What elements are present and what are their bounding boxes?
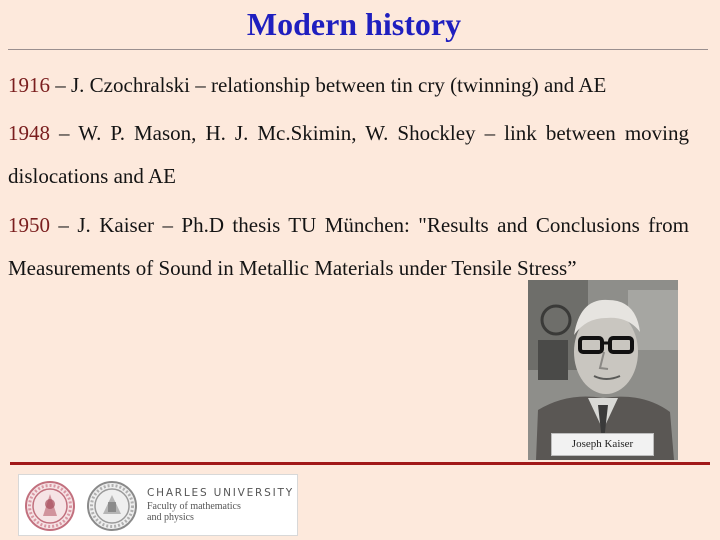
history-entry-1948 [8, 112, 689, 198]
entry-year: 1950 [8, 213, 50, 237]
entry-year: 1948 [8, 121, 50, 145]
university-seal-icon [23, 480, 77, 532]
entry-text: – J. Kaiser – Ph.D thesis TU München: "Results and Conclusions from Measurements of Sound in Metallic Materials under Tensile Stress” [8, 213, 689, 280]
entry-year: 1916 [8, 73, 50, 97]
footer-divider [10, 462, 710, 465]
university-name: CHARLES UNIVERSITY [147, 487, 294, 499]
university-logo [18, 474, 298, 536]
entry-text: – J. Czochralski – relationship between tin cry (twinning) and AE [50, 73, 607, 97]
title-divider [8, 49, 708, 50]
faculty-name-line: and physics [147, 512, 194, 523]
slide-title: Modern history [246, 6, 462, 42]
faculty-name [147, 501, 241, 523]
faculty-seal-icon [85, 480, 139, 532]
faculty-name-line: Faculty of mathematics [147, 501, 241, 512]
history-entry-1950 [8, 204, 689, 290]
entry-text: – W. P. Mason, H. J. Mc.Skimin, W. Shockley – link between moving dislocations and AE [8, 121, 689, 188]
history-entry-1916 [8, 64, 689, 107]
photo-caption: Joseph Kaiser [551, 433, 654, 456]
